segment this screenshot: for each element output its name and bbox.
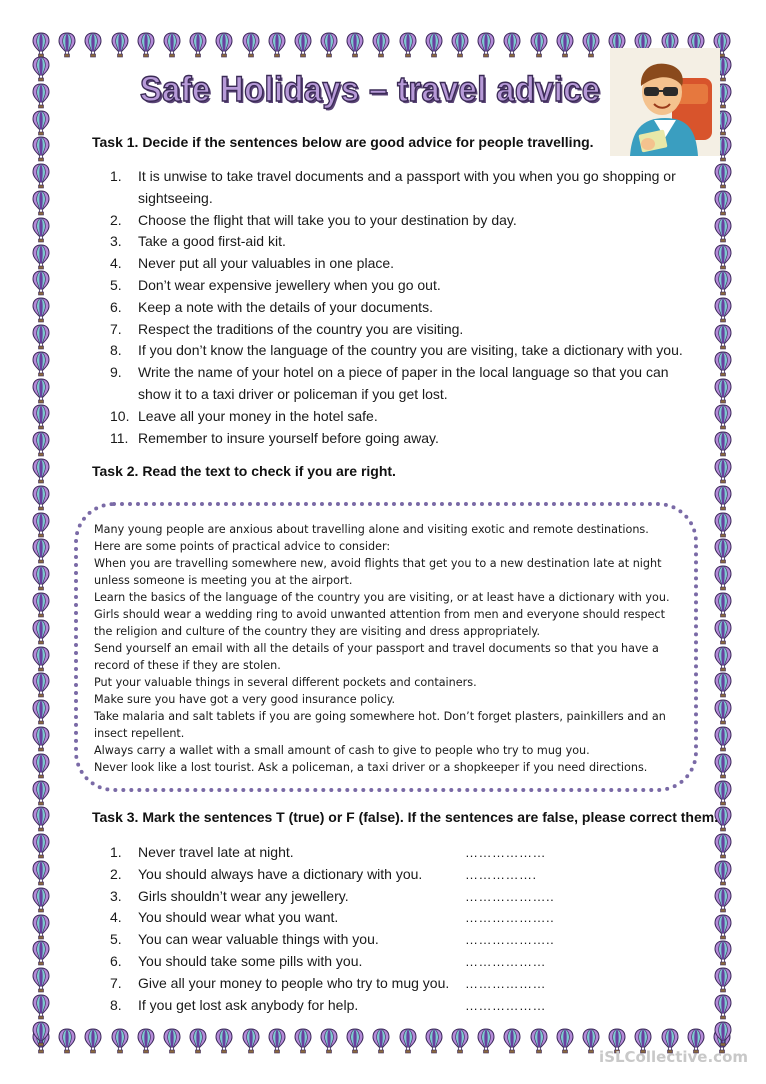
passage-line: insect repellent. — [94, 727, 185, 740]
hot-air-balloon-icon — [32, 1021, 50, 1047]
answer-blank[interactable]: ……………….. — [465, 932, 555, 948]
hot-air-balloon-icon — [32, 994, 50, 1020]
task2-heading: Task 2. Read the text to check if you are right. — [92, 463, 396, 479]
hot-air-balloon-icon — [372, 1028, 390, 1054]
item-number: 3. — [110, 233, 122, 250]
item-number: 6. — [110, 952, 122, 969]
hot-air-balloon-icon — [32, 699, 50, 725]
item-number: 2. — [110, 211, 122, 228]
hot-air-balloon-icon — [32, 324, 50, 350]
hot-air-balloon-icon — [714, 538, 732, 564]
hot-air-balloon-icon — [714, 458, 732, 484]
hot-air-balloon-icon — [58, 1028, 76, 1054]
hot-air-balloon-icon — [582, 1028, 600, 1054]
item-text: It is unwise to take travel documents and a passport with you when you go shopping or — [138, 168, 676, 184]
hot-air-balloon-icon — [714, 592, 732, 618]
hot-air-balloon-icon — [425, 32, 443, 58]
hot-air-balloon-icon — [530, 32, 548, 58]
item-number: 5. — [110, 931, 122, 948]
hot-air-balloon-icon — [111, 32, 129, 58]
task1-item — [110, 210, 710, 232]
passage-line: record of these if they are stolen. — [94, 659, 281, 672]
hot-air-balloon-icon — [714, 967, 732, 993]
hot-air-balloon-icon — [714, 994, 732, 1020]
hot-air-balloon-icon — [477, 1028, 495, 1054]
hot-air-balloon-icon — [294, 32, 312, 58]
hot-air-balloon-icon — [714, 726, 732, 752]
hot-air-balloon-icon — [32, 887, 50, 913]
hot-air-balloon-icon — [451, 1028, 469, 1054]
hot-air-balloon-icon — [714, 753, 732, 779]
hot-air-balloon-icon — [714, 324, 732, 350]
item-text: Don’t wear expensive jewellery when you go out. — [138, 276, 441, 293]
hot-air-balloon-icon — [32, 512, 50, 538]
hot-air-balloon-icon — [32, 914, 50, 940]
hot-air-balloon-icon — [714, 672, 732, 698]
hot-air-balloon-icon — [137, 1028, 155, 1054]
hot-air-balloon-icon — [530, 1028, 548, 1054]
passage-line: unless someone is meeting you at the airport. — [94, 574, 353, 587]
hot-air-balloon-icon — [189, 32, 207, 58]
task3-list — [110, 842, 580, 1016]
advice-passage — [94, 521, 704, 776]
task1-item — [110, 253, 710, 275]
hot-air-balloon-icon — [714, 619, 732, 645]
statement-text: Never travel late at night. — [138, 844, 294, 860]
hot-air-balloon-icon — [320, 32, 338, 58]
hot-air-balloon-icon — [714, 914, 732, 940]
passage-line: Many young people are anxious about travelling alone and visiting exotic and remote destinations. — [94, 523, 649, 536]
hot-air-balloon-icon — [32, 806, 50, 832]
task1-item — [110, 297, 710, 319]
hot-air-balloon-icon — [32, 297, 50, 323]
hot-air-balloon-icon — [714, 646, 732, 672]
item-number: 8. — [110, 342, 122, 359]
hot-air-balloon-icon — [714, 190, 732, 216]
hot-air-balloon-icon — [215, 32, 233, 58]
item-text: Write the name of your hotel on a piece of paper in the local language so that you can — [138, 364, 669, 381]
passage-line: Send yourself an email with all the details of your passport and travel documents so that you have a — [94, 642, 659, 655]
traveler-illustration-icon — [610, 48, 720, 156]
answer-blank[interactable]: ……………….. — [465, 910, 555, 926]
task1-item — [110, 340, 710, 362]
hot-air-balloon-icon — [714, 163, 732, 189]
answer-blank[interactable]: ……………… — [465, 845, 546, 860]
hot-air-balloon-icon — [32, 726, 50, 752]
answer-blank[interactable]: ……………… — [465, 975, 546, 991]
answer-blank[interactable]: ……………….. — [465, 888, 555, 904]
item-number: 1. — [110, 844, 122, 860]
hot-air-balloon-icon — [714, 833, 732, 859]
item-number: 8. — [110, 996, 122, 1013]
answer-blank[interactable]: ……………… — [465, 997, 546, 1013]
hot-air-balloon-icon — [714, 1021, 732, 1047]
hot-air-balloon-icon — [714, 431, 732, 457]
hot-air-balloon-icon — [32, 32, 50, 58]
hot-air-balloon-icon — [556, 1028, 574, 1054]
item-number: 3. — [110, 887, 122, 904]
hot-air-balloon-icon — [503, 32, 521, 58]
hot-air-balloon-icon — [714, 565, 732, 591]
hot-air-balloon-icon — [32, 672, 50, 698]
hot-air-balloon-icon — [32, 753, 50, 779]
statement-text: You should take some pills with you. — [138, 952, 363, 969]
item-text: Leave all your money in the hotel safe. — [138, 407, 378, 424]
statement-text: You can wear valuable things with you. — [138, 931, 379, 948]
hot-air-balloon-icon — [714, 244, 732, 270]
task1-item — [110, 319, 710, 341]
hot-air-balloon-icon — [32, 56, 50, 82]
item-number: 7. — [110, 320, 122, 337]
task3-item — [110, 995, 580, 1017]
hot-air-balloon-icon — [32, 860, 50, 886]
hot-air-balloon-icon — [32, 646, 50, 672]
item-text: If you don’t know the language of the country you are visiting, take a dictionary with you. — [138, 342, 683, 359]
hot-air-balloon-icon — [32, 485, 50, 511]
passage-line: When you are travelling somewhere new, avoid flights that get you to a new destination late at night — [94, 557, 662, 570]
statement-text: You should wear what you want. — [138, 909, 339, 926]
hot-air-balloon-icon — [372, 32, 390, 58]
hot-air-balloon-icon — [163, 32, 181, 58]
answer-blank[interactable]: ……………… — [465, 953, 546, 969]
task1-item — [110, 275, 710, 297]
hot-air-balloon-icon — [346, 1028, 364, 1054]
item-number: 4. — [110, 909, 122, 926]
hot-air-balloon-icon — [399, 1028, 417, 1054]
hot-air-balloon-icon — [32, 110, 50, 136]
hot-air-balloon-icon — [582, 32, 600, 58]
hot-air-balloon-icon — [714, 780, 732, 806]
hot-air-balloon-icon — [320, 1028, 338, 1054]
item-number: 5. — [110, 276, 122, 293]
statement-text: Girls shouldn’t wear any jewellery. — [138, 887, 349, 904]
hot-air-balloon-icon — [503, 1028, 521, 1054]
hot-air-balloon-icon — [32, 833, 50, 859]
item-number: 4. — [110, 255, 122, 272]
item-number: 11. — [110, 429, 129, 446]
hot-air-balloon-icon — [294, 1028, 312, 1054]
hot-air-balloon-icon — [714, 404, 732, 430]
task1-item — [110, 166, 710, 210]
hot-air-balloon-icon — [32, 780, 50, 806]
hot-air-balloon-icon — [556, 32, 574, 58]
task1-item — [110, 362, 710, 406]
hot-air-balloon-icon — [32, 565, 50, 591]
hot-air-balloon-icon — [451, 32, 469, 58]
item-number: 1. — [110, 168, 122, 184]
task3-item — [110, 886, 580, 908]
hot-air-balloon-icon — [58, 32, 76, 58]
hot-air-balloon-icon — [714, 378, 732, 404]
hot-air-balloon-icon — [32, 190, 50, 216]
task3-item — [110, 929, 580, 951]
hot-air-balloon-icon — [32, 967, 50, 993]
footer-brand: iSLCollective.com — [599, 1048, 748, 1066]
hot-air-balloon-icon — [268, 1028, 286, 1054]
item-number: 9. — [110, 364, 122, 381]
passage-line: Girls should wear a wedding ring to avoid unwanted attention from men and everyone should respect — [94, 608, 665, 621]
item-text: Never put all your valuables in one place. — [138, 255, 395, 272]
item-text: Choose the flight that will take you to your destination by day. — [138, 211, 517, 228]
hot-air-balloon-icon — [346, 32, 364, 58]
task3-item — [110, 864, 580, 886]
hot-air-balloon-icon — [32, 244, 50, 270]
hot-air-balloon-icon — [714, 940, 732, 966]
hot-air-balloon-icon — [32, 431, 50, 457]
task1-item — [110, 406, 710, 428]
task3-heading: Task 3. Mark the sentences T (true) or F (false). If the sentences are false, please correct them. — [92, 809, 719, 825]
task3-item — [110, 951, 580, 973]
hot-air-balloon-icon — [32, 217, 50, 243]
passage-line: the religion and culture of the country they are visiting and dress appropriately. — [94, 625, 541, 638]
hot-air-balloon-icon — [425, 1028, 443, 1054]
hot-air-balloon-icon — [714, 217, 732, 243]
statement-text: Give all your money to people who try to mug you. — [138, 974, 450, 991]
item-number: 7. — [110, 974, 122, 991]
hot-air-balloon-icon — [32, 136, 50, 162]
page-title: Safe Holidays – travel advice — [140, 70, 601, 109]
passage-line: Always carry a wallet with a small amount of cash to give to people who try to mug you. — [94, 744, 590, 757]
hot-air-balloon-icon — [477, 32, 495, 58]
item-number: 6. — [110, 298, 122, 315]
hot-air-balloon-icon — [32, 83, 50, 109]
answer-blank[interactable]: ……………. — [465, 866, 537, 882]
statement-text: You should always have a dictionary with you. — [138, 865, 423, 882]
item-text: Keep a note with the details of your documents. — [138, 298, 433, 315]
task1-heading: Task 1. Decide if the sentences below are good advice for people travelling. — [92, 134, 594, 150]
item-text: sightseeing. — [138, 189, 213, 206]
hot-air-balloon-icon — [268, 32, 286, 58]
passage-line: Here are some points of practical advice to consider: — [94, 540, 391, 553]
hot-air-balloon-icon — [137, 32, 155, 58]
statement-text: If you get lost ask anybody for help. — [138, 996, 359, 1013]
hot-air-balloon-icon — [215, 1028, 233, 1054]
hot-air-balloon-icon — [32, 538, 50, 564]
hot-air-balloon-icon — [111, 1028, 129, 1054]
hot-air-balloon-icon — [32, 270, 50, 296]
hot-air-balloon-icon — [32, 458, 50, 484]
hot-air-balloon-icon — [399, 32, 417, 58]
item-text: Take a good first-aid kit. — [138, 233, 286, 250]
hot-air-balloon-icon — [714, 887, 732, 913]
task1-item — [110, 231, 710, 253]
item-text: show it to a taxi driver or policeman if you get lost. — [138, 385, 448, 402]
passage-line: Learn the basics of the language of the country you are visiting, or at least have a dictionary with you. — [94, 591, 670, 604]
passage-line: Make sure you have got a very good insurance policy. — [94, 693, 396, 706]
hot-air-balloon-icon — [32, 351, 50, 377]
passage-line: Take malaria and salt tablets if you are going somewhere hot. Don’t forget plasters, painkillers and an — [94, 710, 666, 723]
item-number: 10. — [110, 407, 130, 424]
balloon-border-left — [32, 56, 50, 1047]
hot-air-balloon-icon — [714, 351, 732, 377]
hot-air-balloon-icon — [189, 1028, 207, 1054]
hot-air-balloon-icon — [242, 1028, 260, 1054]
hot-air-balloon-icon — [84, 32, 102, 58]
hot-air-balloon-icon — [32, 940, 50, 966]
hot-air-balloon-icon — [714, 270, 732, 296]
hot-air-balloon-icon — [714, 699, 732, 725]
hot-air-balloon-icon — [714, 860, 732, 886]
hot-air-balloon-icon — [714, 485, 732, 511]
item-number: 2. — [110, 865, 122, 882]
item-text: Remember to insure yourself before going away. — [138, 429, 439, 446]
hot-air-balloon-icon — [32, 592, 50, 618]
hot-air-balloon-icon — [714, 512, 732, 538]
balloon-border-right — [714, 56, 732, 1047]
hot-air-balloon-icon — [163, 1028, 181, 1054]
hot-air-balloon-icon — [32, 378, 50, 404]
task3-item — [110, 907, 580, 929]
hot-air-balloon-icon — [84, 1028, 102, 1054]
hot-air-balloon-icon — [32, 404, 50, 430]
hot-air-balloon-icon — [32, 619, 50, 645]
hot-air-balloon-icon — [242, 32, 260, 58]
task1-list — [110, 166, 710, 449]
task3-item — [110, 842, 580, 864]
passage-line: Put your valuable things in several different pockets and containers. — [94, 676, 477, 689]
item-text: Respect the traditions of the country you are visiting. — [138, 320, 464, 337]
hot-air-balloon-icon — [32, 163, 50, 189]
hot-air-balloon-icon — [714, 297, 732, 323]
task1-item — [110, 428, 710, 450]
passage-line: Never look like a lost tourist. Ask a policeman, a taxi driver or a shopkeeper if you need directions. — [94, 761, 648, 774]
task3-item — [110, 973, 580, 995]
